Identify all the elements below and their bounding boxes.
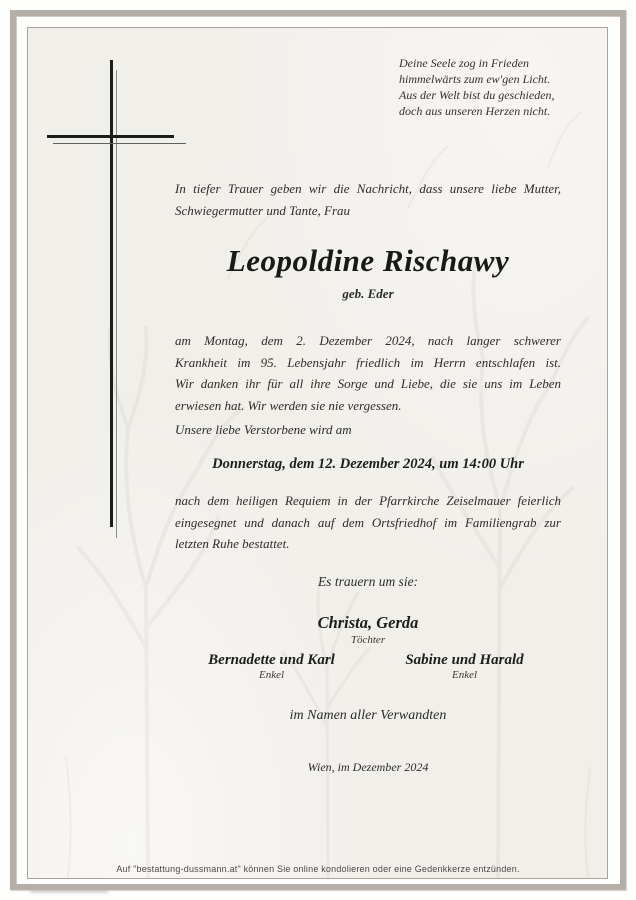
poem-line: himmelwärts zum ew'gen Licht.: [399, 72, 551, 86]
mourners-heading: Es trauern um sie:: [317, 574, 419, 589]
death-notice: [175, 330, 561, 416]
death-notice-line: am Montag, dem 2. Dezember 2024, nach langer schwerer: [175, 333, 561, 348]
intro-line: In tiefer Trauer geben wir die Nachricht, dass unsere liebe Mutter,: [175, 181, 561, 196]
daughters-names: Christa, Gerda: [317, 613, 419, 632]
funeral-datetime: Donnerstag, dem 12. Dezember 2024, um 14:00 Uhr: [212, 456, 524, 472]
grandchildren-names: Sabine und Harald: [405, 652, 524, 668]
funeral-intro: Unsere liebe Verstorbene wird am: [175, 422, 352, 437]
print-artifact: [30, 889, 108, 893]
memorial-card: [27, 27, 608, 879]
funeral-details-line: nach dem heiligen Requiem in der Pfarrkirche Zeiselmauer feierlich: [175, 493, 561, 508]
condolence-poem: [399, 55, 599, 119]
death-notice-line: erwiesen hat. Wir werden sie nie vergessen.: [175, 397, 402, 413]
intro-line: Schwiegermutter und Tante, Frau: [175, 202, 351, 218]
funeral-details-line: eingesegnet und danach auf dem Ortsfriedhof im Familiengrab zur: [175, 514, 561, 530]
cross-horizontal-line: [47, 135, 174, 138]
funeral-details-line: letzten Ruhe bestattet.: [175, 536, 290, 551]
grandchildren-relation: Enkel: [258, 669, 285, 681]
cross-vertical-shadow-line: [116, 70, 117, 538]
daughters-relation: Töchter: [350, 634, 386, 646]
grandchildren-row: [175, 652, 561, 681]
deceased-name: Leopoldine Rischawy: [226, 243, 510, 278]
footer-note: Auf "bestattung-dussmann.at" können Sie online kondolieren oder eine Gedenkkerze entzünden.: [116, 864, 520, 874]
grandchild-group-right: [368, 652, 561, 681]
grandchild-group-left: [175, 652, 368, 681]
cross-vertical-line: [110, 60, 113, 527]
death-notice-line: Wir danken ihr für all ihre Sorge und Liebe, die sie uns im Leben: [175, 376, 561, 391]
announcement-intro: [175, 178, 561, 221]
poem-line: Aus der Welt bist du geschieden,: [399, 88, 555, 102]
maiden-name: geb. Eder: [342, 286, 394, 301]
funeral-details: [175, 490, 561, 555]
closing-line: im Namen aller Verwandten: [289, 708, 447, 723]
place-date: Wien, im Dezember 2024: [307, 760, 429, 774]
grandchildren-relation: Enkel: [451, 669, 478, 681]
grandchildren-names: Bernadette und Karl: [208, 652, 335, 668]
poem-line: Deine Seele zog in Frieden: [399, 56, 529, 70]
cross-horizontal-shadow-line: [53, 143, 186, 144]
death-notice-line: Krankheit im 95. Lebensjahr friedlich im Herrn entschlafen ist.: [175, 354, 561, 370]
poem-line: doch aus unseren Herzen nicht.: [399, 104, 551, 118]
